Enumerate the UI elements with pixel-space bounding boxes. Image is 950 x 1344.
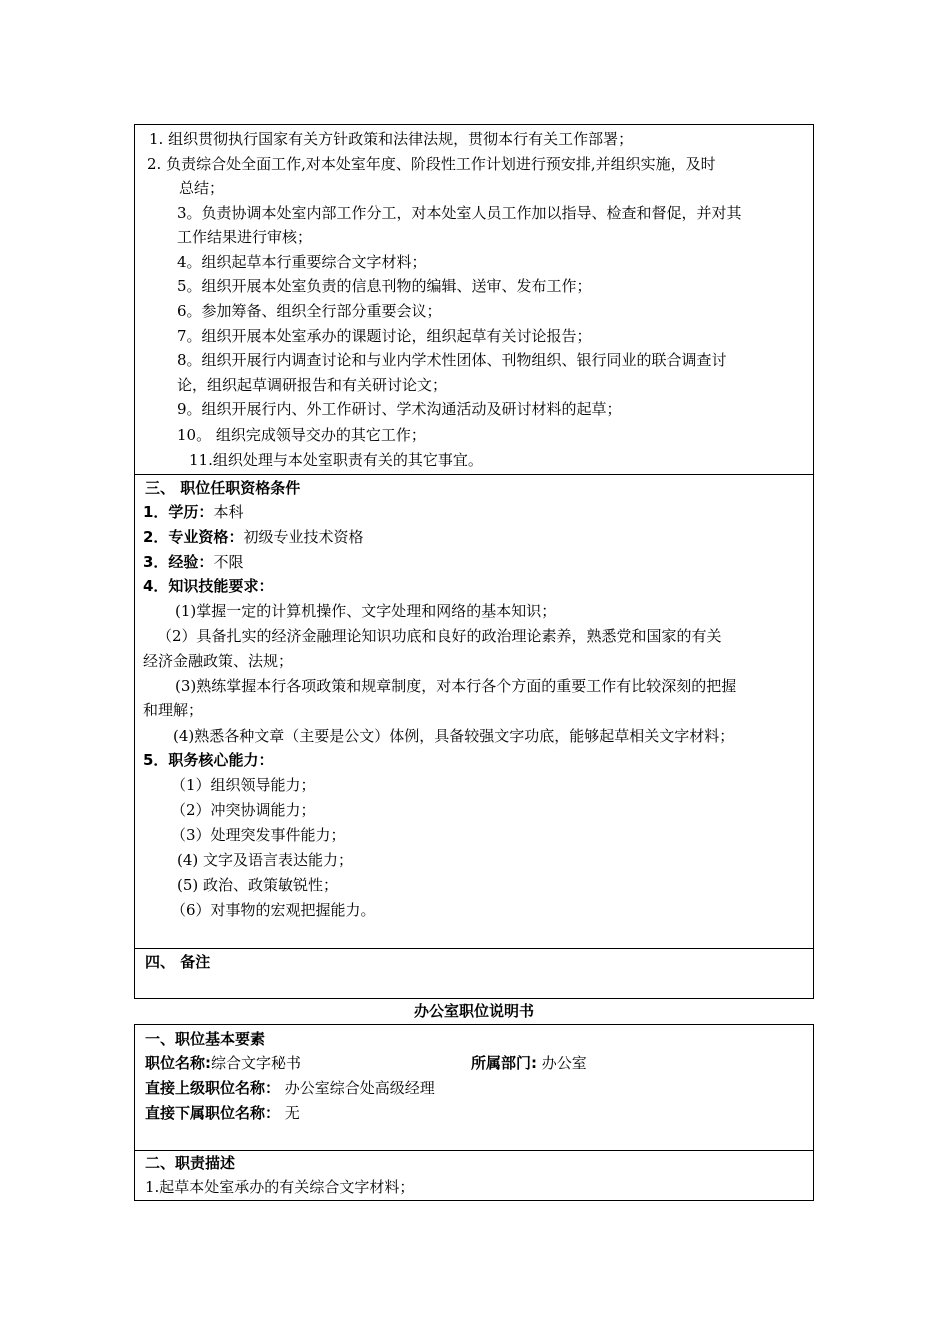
duty-item: 总结； bbox=[179, 179, 225, 197]
job-spec-table-lower bbox=[134, 1024, 814, 1201]
education-row bbox=[143, 502, 243, 522]
department-row bbox=[471, 1053, 587, 1073]
position-name-row bbox=[145, 1053, 301, 1073]
department-value: 办公室 bbox=[537, 1054, 587, 1072]
duty-item: 论，组织起草调研报告和有关研讨论文； bbox=[177, 376, 448, 394]
core-ability-item: （2）冲突协调能力； bbox=[171, 801, 316, 819]
skill-item: 和理解； bbox=[143, 701, 204, 719]
education-label: 1．学历： bbox=[143, 503, 214, 521]
subordinate-label: 直接下属职位名称： bbox=[145, 1104, 281, 1122]
core-ability-item: （6）对事物的宏观把握能力。 bbox=[171, 901, 376, 919]
skill-item: 经济金融政策、法规； bbox=[143, 652, 294, 670]
row-divider bbox=[135, 948, 813, 949]
core-ability-label: 5．职务核心能力： bbox=[143, 751, 274, 769]
duty-item: 11.组织处理与本处室职责有关的其它事宜。 bbox=[189, 451, 483, 469]
superior-row bbox=[145, 1078, 435, 1098]
education-value: 本科 bbox=[213, 503, 244, 521]
professional-row bbox=[143, 527, 363, 547]
duty-item: 1.起草本处室承办的有关综合文字材料； bbox=[145, 1178, 415, 1196]
superior-label: 直接上级职位名称： bbox=[145, 1079, 281, 1097]
position-name-label: 职位名称: bbox=[145, 1054, 211, 1072]
core-ability-item: （3）处理突发事件能力； bbox=[171, 826, 346, 844]
skill-item: (1)掌握一定的计算机操作、文字处理和网络的基本知识； bbox=[175, 602, 557, 620]
skill-item: (4)熟悉各种文章（主要是公文）体例，具备较强文字功底，能够起草相关文字材料； bbox=[173, 727, 735, 745]
remarks-heading: 四、 备注 bbox=[145, 953, 211, 971]
duty-item: 工作结果进行审核； bbox=[177, 228, 313, 246]
duties-heading: 二、职责描述 bbox=[145, 1154, 236, 1172]
duty-item: 2. 负责综合处全面工作,对本处室年度、阶段性工作计划进行预安排,并组织实施，及时 bbox=[147, 155, 716, 173]
experience-value: 不限 bbox=[213, 553, 244, 571]
core-ability-item: (5) 政治、政策敏锐性； bbox=[177, 876, 339, 894]
core-ability-item: (4) 文字及语言表达能力； bbox=[177, 851, 354, 869]
duty-item: 6。参加筹备、组织全行部分重要会议； bbox=[177, 302, 442, 320]
skills-label: 4．知识技能要求： bbox=[143, 577, 274, 595]
basic-elements-heading: 一、职位基本要素 bbox=[145, 1030, 266, 1048]
position-name-value: 综合文字秘书 bbox=[211, 1054, 302, 1072]
professional-value: 初级专业技术资格 bbox=[243, 528, 364, 546]
row-divider bbox=[135, 474, 813, 475]
duty-item: 8。组织开展行内调查讨论和与业内学术性团体、刊物组织、银行同业的联合调查讨 bbox=[177, 351, 727, 369]
duty-item: 5。组织开展本处室负责的信息刊物的编辑、送审、发布工作； bbox=[177, 277, 592, 295]
duty-item: 3。负责协调本处室内部工作分工，对本处室人员工作加以指导、检查和督促，并对其 bbox=[177, 204, 742, 222]
experience-row bbox=[143, 552, 243, 572]
duty-item: 9。组织开展行内、外工作研讨、学术沟通活动及研讨材料的起草； bbox=[177, 400, 622, 418]
duty-item: 1. 组织贯彻执行国家有关方针政策和法律法规，贯彻本行有关工作部署； bbox=[149, 130, 634, 148]
skill-item: (3)熟练掌握本行各项政策和规章制度，对本行各个方面的重要工作有比较深刻的把握 bbox=[175, 677, 737, 695]
department-label: 所属部门: bbox=[471, 1054, 537, 1072]
duty-item: 4。组织起草本行重要综合文字材料； bbox=[177, 253, 427, 271]
subordinate-value: 无 bbox=[280, 1104, 300, 1122]
subordinate-row bbox=[145, 1103, 300, 1123]
core-ability-item: （1）组织领导能力； bbox=[171, 776, 316, 794]
duty-item: 10。 组织完成领导交办的其它工作； bbox=[177, 426, 426, 444]
experience-label: 3．经验： bbox=[143, 553, 214, 571]
superior-value: 办公室综合处高级经理 bbox=[280, 1079, 435, 1097]
job-spec-table-upper bbox=[134, 124, 814, 999]
row-divider bbox=[135, 1150, 813, 1151]
qualifications-heading: 三、 职位任职资格条件 bbox=[145, 479, 301, 497]
document-title: 办公室职位说明书 bbox=[413, 1002, 534, 1020]
professional-label: 2．专业资格： bbox=[143, 528, 244, 546]
duty-item: 7。组织开展本处室承办的课题讨论，组织起草有关讨论报告； bbox=[177, 327, 592, 345]
skill-item: （2）具备扎实的经济金融理论知识功底和良好的政治理论素养，熟悉党和国家的有关 bbox=[157, 627, 722, 645]
